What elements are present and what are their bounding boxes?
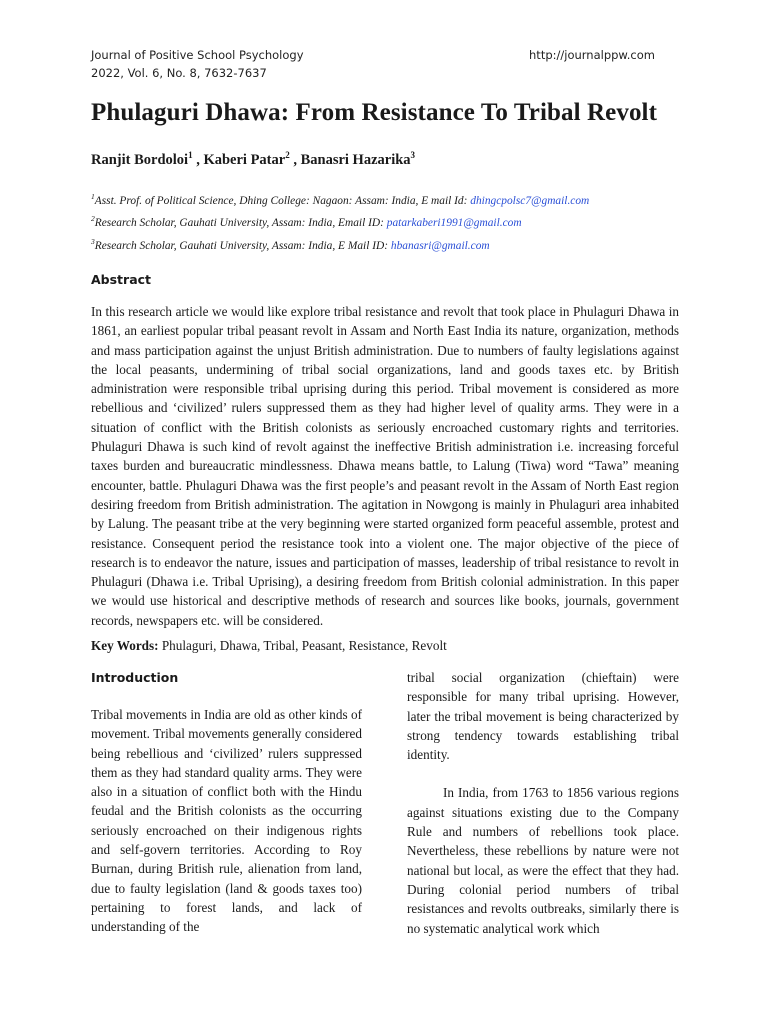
- affiliation-mark: 2: [91, 214, 95, 224]
- affiliation-text: Research Scholar, Gauhati University, Assam: India, E Mail ID:: [94, 239, 391, 252]
- email-link[interactable]: patarkaberi1991@gmail.com: [386, 217, 522, 230]
- keywords: [91, 636, 679, 655]
- affiliations: [91, 188, 691, 255]
- author-name: Ranjit Bordoloi: [91, 151, 189, 168]
- keywords-list: Phulaguri, Dhawa, Tribal, Peasant, Resistance, Revolt: [158, 638, 447, 653]
- introduction-paragraph: In India, from 1763 to 1856 various regions against situations existing due to the Company Rule and numbers of rebellions took place. Nevertheless, these rebellions by nature were not national but local, as were the effect that they had. During colonial period numbers of tribal resistances and revolts outbreaks, similarly there is no systematic analytical work which: [407, 785, 679, 936]
- keywords-label: Key Words:: [91, 638, 159, 653]
- affiliation-mark: 1: [91, 192, 95, 201]
- affiliation-line: [91, 188, 691, 210]
- affiliation-line: [91, 210, 691, 232]
- author-affiliation-mark: 2: [285, 150, 290, 160]
- email-link[interactable]: hbanasri@gmail.com: [390, 239, 490, 252]
- affiliation-line: [91, 233, 691, 255]
- right-column: [407, 668, 679, 938]
- author-affiliation-mark: 1: [188, 150, 193, 160]
- affiliation-text: Asst. Prof. of Political Science, Dhing College: Nagaon: Assam: India, E mail Id:: [94, 194, 471, 207]
- journal-url[interactable]: http://journalppw.com: [529, 48, 655, 62]
- introduction-paragraph: tribal social organization (chieftain) were responsible for many tribal uprising. However, later the tribal movement is being characterized by strong tendency towards establishing tribal identity.: [407, 670, 679, 763]
- author-affiliation-mark: 3: [410, 150, 416, 160]
- author-list: Ranjit Bordoloi$^1$ , Kaberi Patar$^2$ , Banasri Hazarika$^3$: [91, 150, 416, 168]
- email-link[interactable]: dhingcpolsc7@gmail.com: [470, 194, 590, 207]
- left-column: [91, 668, 362, 937]
- abstract-heading: Abstract: [91, 272, 152, 287]
- paper-title: Phulaguri Dhawa: From Resistance To Tribal Revolt: [91, 99, 658, 126]
- author-name: Kaberi Patar: [203, 151, 286, 168]
- introduction-paragraph: Tribal movements in India are old as other kinds of movement. Tribal movements generally considered being rebellious and ‘civilized’ rulers suppressed them as they had standard quality arms. They were also in a situation of conflict both with the Hindu feudal and the British colonists as the occurring seriously encroached on their indigenous rights and self-govern territories. According to Roy Burnan, during British rule, alienation from land, due to faulty legislation (land & goods taxes too) pertaining to forest lands, and lack of understanding of the: [91, 707, 362, 935]
- affiliation-text: Research Scholar, Gauhati University, Assam: India, Email ID:: [94, 217, 387, 230]
- affiliation-mark: 3: [91, 236, 95, 246]
- journal-name: Journal of Positive School Psychology: [91, 48, 304, 62]
- author-name: Banasri Hazarika: [300, 151, 411, 168]
- introduction-heading: Introduction: [91, 670, 179, 685]
- running-header: [91, 46, 304, 82]
- abstract-body: In this research article we would like explore tribal resistance and revolt that took place in Phulaguri Dhawa in 1861, an earliest popular tribal peasant revolt in Assam and North East India its nature, organization, methods and mass participation against the unjust British administration. Due to numbers of faulty legislations against the local peasants, undermining of tribal social organizations, land and goods taxes etc. by British administration were responsible tribal uprising during this period. Tribal movement is considered as more rebellious and ‘civilized’ rulers suppressed them as they had higher level of quality arms. They were in a situation of conflict with the British colonists as seriously encroached customary rights and territories. Phulaguri Dhawa is such kind of revolt against the ineffective British administration i.e. increasing forceful taxes burden and bureaucratic mindlessness. Dhawa means battle, to Lalung (Tiwa) word “Tawa” meaning encounter, battle. Phulaguri Dhawa was the first people’s and peasant revolt in the Assam of North East region desiring freedom from British administration. The agitation in Nowgong is mainly in Phulaguri area inhabited by Lalung. The peasant tribe at the very beginning were started organized form peaceful assemble, protest and resistance. Consequent period the resistance took into a violent one. The major objective of the piece of research is to endeavor the nature, issues and participation of masses, leadership of tribal resistance to revolt in Phulaguri (Dhawa i.e. Tribal Uprising), a desiring freedom from British colonial administration. In this paper we would use historical and descriptive methods of research and sources like books, journals, government records, newspapers etc. will be considered.: [91, 304, 679, 628]
- journal-volume: 2022, Vol. 6, No. 8, 7632-7637: [91, 66, 267, 80]
